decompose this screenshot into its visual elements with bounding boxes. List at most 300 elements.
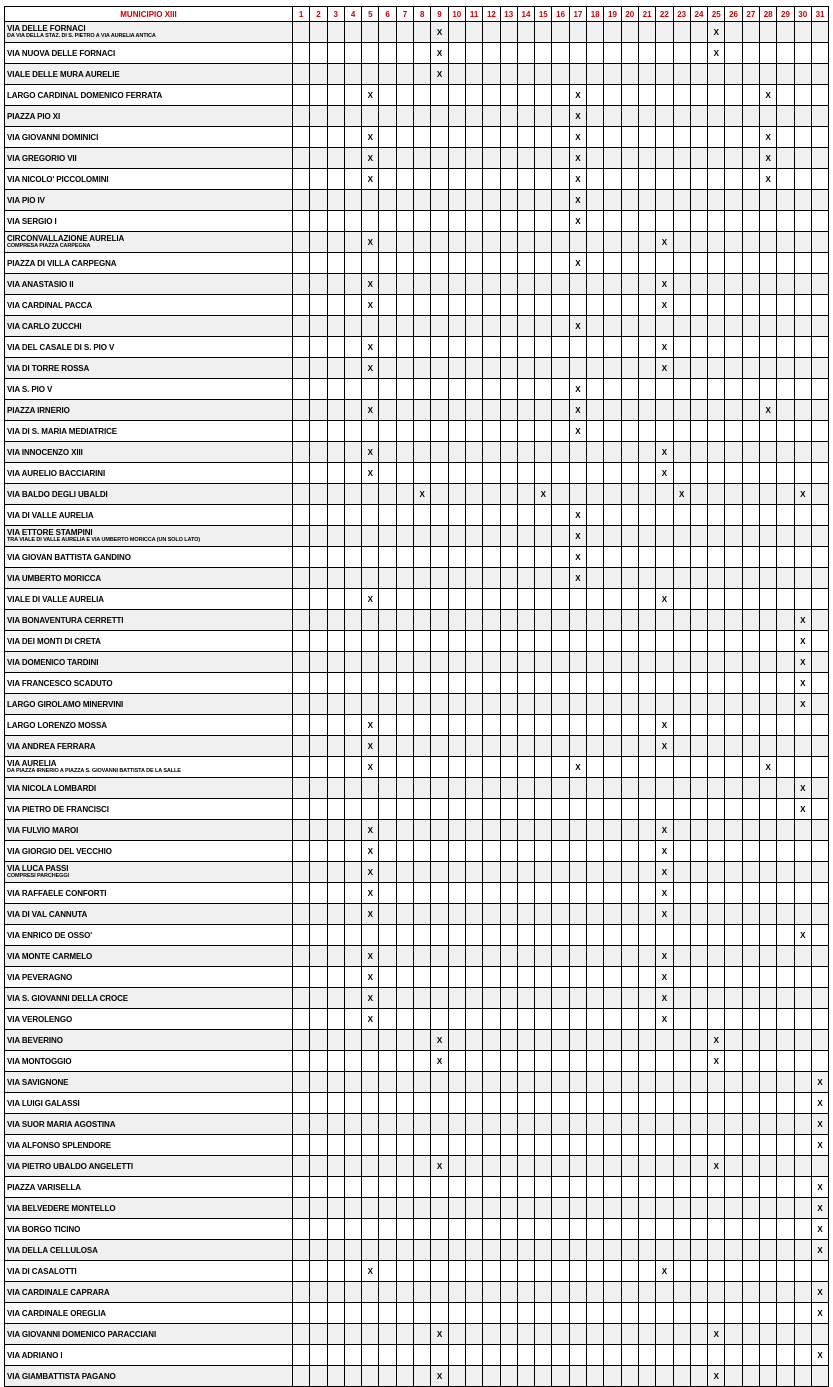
day-cell bbox=[448, 757, 465, 778]
day-cell bbox=[448, 22, 465, 43]
day-cell bbox=[465, 694, 482, 715]
day-cell bbox=[362, 211, 379, 232]
day-cell bbox=[742, 1219, 759, 1240]
day-cell bbox=[465, 148, 482, 169]
day-cell bbox=[293, 274, 310, 295]
day-cell bbox=[293, 1261, 310, 1282]
day-cell bbox=[794, 1261, 811, 1282]
cleaning-mark: X bbox=[708, 1030, 725, 1051]
day-cell bbox=[483, 484, 500, 505]
day-header: 29 bbox=[777, 7, 794, 22]
day-cell bbox=[742, 379, 759, 400]
day-cell bbox=[414, 526, 431, 547]
table-row bbox=[5, 673, 829, 694]
day-cell bbox=[621, 1240, 638, 1261]
day-cell bbox=[656, 43, 673, 64]
day-cell bbox=[621, 652, 638, 673]
day-cell bbox=[760, 988, 777, 1009]
day-cell bbox=[552, 1177, 569, 1198]
day-cell bbox=[310, 904, 327, 925]
day-cell bbox=[673, 547, 690, 568]
day-cell bbox=[535, 295, 552, 316]
cleaning-mark: X bbox=[362, 862, 379, 883]
day-cell bbox=[690, 1114, 707, 1135]
day-cell bbox=[414, 421, 431, 442]
table-row bbox=[5, 274, 829, 295]
day-cell bbox=[690, 316, 707, 337]
day-cell bbox=[379, 316, 396, 337]
day-cell bbox=[811, 778, 828, 799]
day-cell bbox=[604, 1114, 621, 1135]
day-cell bbox=[725, 358, 742, 379]
street-name bbox=[5, 694, 293, 715]
day-cell bbox=[379, 337, 396, 358]
day-cell bbox=[517, 1030, 534, 1051]
day-cell bbox=[414, 22, 431, 43]
street-name bbox=[5, 484, 293, 505]
day-cell bbox=[794, 967, 811, 988]
day-cell bbox=[448, 820, 465, 841]
day-cell bbox=[396, 1282, 413, 1303]
day-cell bbox=[535, 610, 552, 631]
day-cell bbox=[673, 211, 690, 232]
day-cell bbox=[760, 1366, 777, 1387]
day-cell bbox=[638, 316, 655, 337]
day-cell bbox=[344, 211, 361, 232]
day-cell bbox=[344, 757, 361, 778]
day-cell bbox=[362, 316, 379, 337]
day-cell bbox=[604, 967, 621, 988]
table-row bbox=[5, 22, 829, 43]
day-cell bbox=[587, 1324, 604, 1345]
day-cell bbox=[414, 295, 431, 316]
day-cell bbox=[638, 358, 655, 379]
day-cell bbox=[742, 715, 759, 736]
day-cell bbox=[690, 925, 707, 946]
day-cell bbox=[500, 1072, 517, 1093]
day-header: 17 bbox=[569, 7, 586, 22]
day-cell bbox=[621, 463, 638, 484]
day-cell bbox=[362, 1282, 379, 1303]
street-name-label: VIA CARDINALE OREGLIA bbox=[7, 1308, 106, 1318]
day-cell bbox=[777, 43, 794, 64]
day-cell bbox=[535, 22, 552, 43]
day-cell bbox=[760, 1156, 777, 1177]
day-cell bbox=[396, 22, 413, 43]
day-cell bbox=[362, 1324, 379, 1345]
day-cell bbox=[414, 1198, 431, 1219]
day-cell bbox=[448, 715, 465, 736]
day-cell bbox=[569, 1030, 586, 1051]
day-cell bbox=[621, 22, 638, 43]
day-cell bbox=[327, 673, 344, 694]
day-cell bbox=[517, 43, 534, 64]
day-cell bbox=[448, 1114, 465, 1135]
day-cell bbox=[431, 1345, 448, 1366]
day-cell bbox=[431, 1093, 448, 1114]
day-cell bbox=[379, 988, 396, 1009]
day-cell bbox=[673, 505, 690, 526]
day-cell bbox=[742, 547, 759, 568]
table-row bbox=[5, 883, 829, 904]
day-cell bbox=[621, 925, 638, 946]
day-cell bbox=[517, 169, 534, 190]
table-row bbox=[5, 778, 829, 799]
day-cell bbox=[794, 379, 811, 400]
day-cell bbox=[673, 694, 690, 715]
day-cell bbox=[604, 589, 621, 610]
day-cell bbox=[344, 1114, 361, 1135]
day-cell bbox=[569, 22, 586, 43]
day-cell bbox=[327, 358, 344, 379]
street-name-label: VIA NICOLO' PICCOLOMINI bbox=[7, 174, 109, 184]
day-cell bbox=[396, 1051, 413, 1072]
street-name bbox=[5, 274, 293, 295]
day-cell bbox=[448, 526, 465, 547]
day-cell bbox=[448, 925, 465, 946]
day-cell bbox=[344, 274, 361, 295]
street-name-label: VIA ALFONSO SPLENDORE bbox=[7, 1140, 111, 1150]
day-cell bbox=[760, 1261, 777, 1282]
day-cell bbox=[362, 925, 379, 946]
day-cell bbox=[742, 799, 759, 820]
day-cell bbox=[552, 421, 569, 442]
day-cell bbox=[742, 85, 759, 106]
day-cell bbox=[742, 169, 759, 190]
day-cell bbox=[760, 631, 777, 652]
day-cell bbox=[327, 232, 344, 253]
day-cell bbox=[777, 631, 794, 652]
cleaning-mark: X bbox=[362, 736, 379, 757]
day-cell bbox=[708, 1177, 725, 1198]
day-cell bbox=[344, 337, 361, 358]
day-cell bbox=[604, 358, 621, 379]
table-row bbox=[5, 505, 829, 526]
day-cell bbox=[535, 232, 552, 253]
day-cell bbox=[673, 799, 690, 820]
day-cell bbox=[656, 211, 673, 232]
day-cell bbox=[725, 505, 742, 526]
day-cell bbox=[293, 316, 310, 337]
day-cell bbox=[483, 1009, 500, 1030]
day-cell bbox=[310, 1261, 327, 1282]
day-cell bbox=[414, 694, 431, 715]
day-cell bbox=[690, 736, 707, 757]
day-cell bbox=[431, 316, 448, 337]
day-cell bbox=[656, 925, 673, 946]
day-cell bbox=[465, 295, 482, 316]
day-cell bbox=[396, 232, 413, 253]
cleaning-mark: X bbox=[656, 820, 673, 841]
day-cell bbox=[621, 1366, 638, 1387]
day-cell bbox=[379, 1156, 396, 1177]
day-cell bbox=[431, 505, 448, 526]
table-row bbox=[5, 1303, 829, 1324]
day-cell bbox=[379, 967, 396, 988]
day-cell bbox=[708, 736, 725, 757]
day-cell bbox=[517, 652, 534, 673]
day-cell bbox=[344, 1051, 361, 1072]
day-cell bbox=[725, 316, 742, 337]
day-cell bbox=[638, 610, 655, 631]
day-cell bbox=[500, 1093, 517, 1114]
day-cell bbox=[673, 106, 690, 127]
day-cell bbox=[569, 715, 586, 736]
day-cell bbox=[517, 1303, 534, 1324]
day-cell bbox=[552, 463, 569, 484]
day-cell bbox=[483, 463, 500, 484]
table-row bbox=[5, 316, 829, 337]
day-header: 18 bbox=[587, 7, 604, 22]
day-cell bbox=[760, 967, 777, 988]
day-cell bbox=[344, 1156, 361, 1177]
day-cell bbox=[465, 1366, 482, 1387]
day-cell bbox=[725, 1240, 742, 1261]
day-cell bbox=[569, 1051, 586, 1072]
day-cell bbox=[708, 715, 725, 736]
day-cell bbox=[587, 1156, 604, 1177]
day-cell bbox=[760, 43, 777, 64]
table-row bbox=[5, 547, 829, 568]
day-cell bbox=[431, 1261, 448, 1282]
table-row bbox=[5, 1009, 829, 1030]
table-row bbox=[5, 1135, 829, 1156]
day-cell bbox=[794, 421, 811, 442]
day-cell bbox=[517, 1156, 534, 1177]
day-cell bbox=[310, 1219, 327, 1240]
day-cell bbox=[587, 883, 604, 904]
day-cell bbox=[587, 757, 604, 778]
day-cell bbox=[604, 778, 621, 799]
day-cell bbox=[794, 1345, 811, 1366]
cleaning-mark: X bbox=[362, 442, 379, 463]
day-cell bbox=[742, 442, 759, 463]
day-cell bbox=[569, 841, 586, 862]
day-cell bbox=[448, 652, 465, 673]
day-cell bbox=[293, 1093, 310, 1114]
day-cell bbox=[517, 904, 534, 925]
day-cell bbox=[604, 1009, 621, 1030]
day-cell bbox=[777, 589, 794, 610]
day-cell bbox=[794, 820, 811, 841]
table-row bbox=[5, 1030, 829, 1051]
street-name bbox=[5, 610, 293, 631]
day-cell bbox=[431, 400, 448, 421]
day-cell bbox=[327, 1324, 344, 1345]
cleaning-mark: X bbox=[362, 904, 379, 925]
day-cell bbox=[690, 253, 707, 274]
day-cell bbox=[465, 400, 482, 421]
cleaning-mark: X bbox=[569, 526, 586, 547]
day-cell bbox=[777, 22, 794, 43]
day-cell bbox=[379, 106, 396, 127]
table-row bbox=[5, 1072, 829, 1093]
table-row bbox=[5, 820, 829, 841]
day-cell bbox=[621, 1177, 638, 1198]
day-cell bbox=[500, 757, 517, 778]
day-cell bbox=[448, 946, 465, 967]
day-cell bbox=[362, 1366, 379, 1387]
day-cell bbox=[742, 253, 759, 274]
day-cell bbox=[448, 988, 465, 1009]
day-header: 5 bbox=[362, 7, 379, 22]
day-cell bbox=[587, 1219, 604, 1240]
street-section-note: COMPRESI PARCHEGGI bbox=[7, 873, 69, 879]
street-name-label: VIA SUOR MARIA AGOSTINA bbox=[7, 1119, 116, 1129]
day-cell bbox=[725, 778, 742, 799]
day-cell bbox=[690, 862, 707, 883]
day-cell bbox=[483, 589, 500, 610]
day-cell bbox=[725, 862, 742, 883]
day-cell bbox=[569, 925, 586, 946]
day-cell bbox=[621, 484, 638, 505]
day-cell bbox=[690, 1051, 707, 1072]
day-cell bbox=[344, 190, 361, 211]
day-cell bbox=[690, 778, 707, 799]
day-cell bbox=[690, 379, 707, 400]
day-cell bbox=[794, 505, 811, 526]
cleaning-mark: X bbox=[362, 715, 379, 736]
day-cell bbox=[621, 379, 638, 400]
day-cell bbox=[344, 232, 361, 253]
day-cell bbox=[760, 1135, 777, 1156]
day-cell bbox=[414, 106, 431, 127]
day-cell bbox=[431, 274, 448, 295]
day-cell bbox=[604, 295, 621, 316]
day-cell bbox=[777, 169, 794, 190]
day-cell bbox=[760, 337, 777, 358]
day-cell bbox=[552, 1093, 569, 1114]
day-cell bbox=[708, 400, 725, 421]
cleaning-mark: X bbox=[708, 1366, 725, 1387]
day-cell bbox=[448, 1177, 465, 1198]
day-cell bbox=[690, 673, 707, 694]
street-name bbox=[5, 547, 293, 568]
day-header: 1 bbox=[293, 7, 310, 22]
day-cell bbox=[587, 1009, 604, 1030]
street-name-label: PIAZZA IRNERIO bbox=[7, 405, 70, 415]
day-cell bbox=[483, 946, 500, 967]
day-header: 11 bbox=[465, 7, 482, 22]
day-cell bbox=[517, 694, 534, 715]
street-name bbox=[5, 799, 293, 820]
cleaning-mark: X bbox=[656, 967, 673, 988]
day-cell bbox=[362, 379, 379, 400]
day-cell bbox=[483, 316, 500, 337]
day-cell bbox=[517, 127, 534, 148]
day-cell bbox=[293, 379, 310, 400]
day-cell bbox=[725, 43, 742, 64]
day-cell bbox=[587, 379, 604, 400]
header-row bbox=[5, 7, 829, 22]
day-cell bbox=[569, 1114, 586, 1135]
day-cell bbox=[310, 589, 327, 610]
cleaning-mark: X bbox=[569, 505, 586, 526]
day-cell bbox=[483, 1114, 500, 1135]
day-cell bbox=[465, 778, 482, 799]
street-name bbox=[5, 841, 293, 862]
street-name-label: VIA ADRIANO I bbox=[7, 1350, 63, 1360]
day-cell bbox=[569, 442, 586, 463]
street-name-label: VIA LUCA PASSI bbox=[7, 864, 69, 873]
day-cell bbox=[327, 274, 344, 295]
day-cell bbox=[552, 1114, 569, 1135]
day-cell bbox=[293, 694, 310, 715]
day-cell bbox=[638, 736, 655, 757]
day-cell bbox=[483, 1282, 500, 1303]
day-cell bbox=[777, 1072, 794, 1093]
day-cell bbox=[293, 190, 310, 211]
day-cell bbox=[794, 1072, 811, 1093]
day-cell bbox=[379, 1072, 396, 1093]
cleaning-mark: X bbox=[811, 1072, 828, 1093]
street-name-label: VIALE DELLE MURA AURELIE bbox=[7, 69, 120, 79]
day-cell bbox=[362, 1114, 379, 1135]
day-cell bbox=[327, 1282, 344, 1303]
day-cell bbox=[604, 1240, 621, 1261]
street-name bbox=[5, 1093, 293, 1114]
day-cell bbox=[811, 505, 828, 526]
day-cell bbox=[621, 1219, 638, 1240]
day-cell bbox=[517, 1135, 534, 1156]
day-cell bbox=[708, 295, 725, 316]
day-cell bbox=[673, 883, 690, 904]
cleaning-mark: X bbox=[656, 736, 673, 757]
day-cell bbox=[811, 1051, 828, 1072]
day-cell bbox=[500, 43, 517, 64]
day-cell bbox=[465, 1177, 482, 1198]
day-cell bbox=[431, 484, 448, 505]
day-cell bbox=[725, 736, 742, 757]
day-cell bbox=[794, 64, 811, 85]
day-cell bbox=[690, 232, 707, 253]
day-cell bbox=[448, 904, 465, 925]
day-cell bbox=[742, 1240, 759, 1261]
day-cell bbox=[344, 127, 361, 148]
day-cell bbox=[310, 673, 327, 694]
day-cell bbox=[465, 1282, 482, 1303]
table-row bbox=[5, 1177, 829, 1198]
cleaning-mark: X bbox=[811, 1114, 828, 1135]
street-name bbox=[5, 127, 293, 148]
day-cell bbox=[552, 610, 569, 631]
day-cell bbox=[500, 568, 517, 589]
day-cell bbox=[517, 232, 534, 253]
day-cell bbox=[587, 190, 604, 211]
day-cell bbox=[327, 190, 344, 211]
day-cell bbox=[448, 1135, 465, 1156]
day-cell bbox=[535, 1324, 552, 1345]
day-cell bbox=[310, 967, 327, 988]
day-cell bbox=[638, 946, 655, 967]
cleaning-mark: X bbox=[569, 253, 586, 274]
day-cell bbox=[777, 253, 794, 274]
day-cell bbox=[760, 1324, 777, 1345]
cleaning-mark: X bbox=[656, 904, 673, 925]
day-header: 22 bbox=[656, 7, 673, 22]
day-cell bbox=[293, 1282, 310, 1303]
street-name-label: VIA ETTORE STAMPINI bbox=[7, 528, 93, 537]
day-cell bbox=[604, 631, 621, 652]
day-cell bbox=[448, 337, 465, 358]
cleaning-mark: X bbox=[431, 1156, 448, 1177]
day-cell bbox=[293, 253, 310, 274]
day-cell bbox=[673, 253, 690, 274]
day-cell bbox=[690, 1282, 707, 1303]
day-cell bbox=[811, 967, 828, 988]
day-cell bbox=[708, 946, 725, 967]
day-cell bbox=[725, 799, 742, 820]
